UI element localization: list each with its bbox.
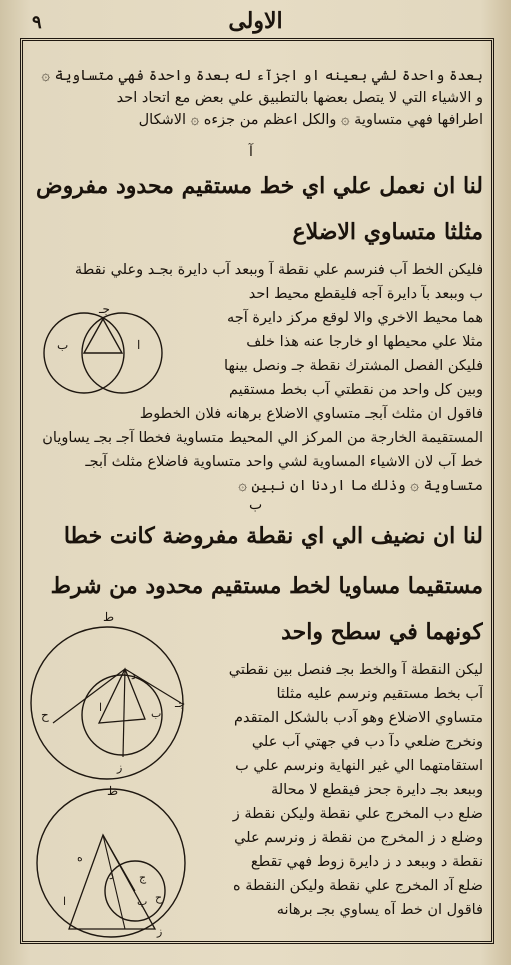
text-line: هما محيط الاخري والا لوقع مركز دايرة آجه — [226, 310, 483, 326]
figure-label: ز — [157, 925, 163, 938]
text-line: بعدة واحدة لشي بعينه او اجزآء له بعدة واحدة فهي متساوية ۞ — [41, 68, 483, 84]
proposition-heading: لنا ان نعمل علي اي خط مستقيم محدود مفروض — [36, 173, 483, 199]
figure-label: ا — [63, 895, 67, 908]
text-line: فاقول ان مثلث آبجـ متساوي الاضلاع برهانه فلان الخطوط — [139, 406, 483, 422]
figure-label: جـ — [175, 697, 186, 710]
proposition-number: ب — [249, 497, 263, 513]
figure-label: ب — [151, 707, 162, 720]
figure-prop2-upper — [27, 607, 195, 791]
figure-label: ط — [103, 610, 115, 624]
proposition-heading: كونهما في سطح واحد — [281, 619, 483, 645]
figure-label: ج — [139, 871, 147, 884]
text-line: استقامتهما الي غير النهاية ونرسم علي ب — [235, 758, 483, 774]
figure-prop2-lower — [27, 781, 195, 943]
figure-label: ط — [107, 784, 119, 798]
figure-label: ز — [117, 761, 123, 774]
text-line: فاقول ان خط آه يساوي بجـ برهانه — [276, 902, 483, 918]
text-line: وببعد بجـ دايرة جحز فيقطع لا محالة — [270, 782, 483, 798]
page-header — [0, 4, 511, 38]
text-line: متساوية ۞ وذلك ما اردنا ان نبين ۞ — [238, 478, 483, 494]
figure-label: د — [109, 869, 114, 882]
text-line: آب بخط مستقيم ونرسم عليه مثلثا — [276, 686, 483, 702]
proposition-heading: مستقيما مساويا لخط مستقيم محدود من شرط — [50, 573, 483, 599]
text-line: ب وببعد بآ دايرة آجه فليقطع محيط احد — [248, 286, 483, 302]
figure-label: جـ — [99, 302, 110, 316]
text-line: نقطة د وببعد د ز دايرة زوط فهي تقطع — [250, 854, 483, 870]
text-line: خط آب لان الاشياء المساوية لشي واحد متساوية فاضلاع مثلث آبجـ — [85, 454, 483, 470]
text-line: ضلع دب المخرج علي نقطة وليكن نقطة ز — [232, 806, 483, 822]
figure-label: ب — [57, 338, 69, 352]
text-frame — [20, 38, 494, 944]
text-line: متساوي الاضلاع وهو آدب بالشكل المتقدم — [233, 710, 483, 726]
text-line: ونخرج ضلعي دآ دب في جهتي آب علي — [251, 734, 483, 750]
page-number: ٩ — [32, 12, 42, 33]
text-line: وبين كل واحد من نقطتي آب بخط مستقيم — [228, 382, 483, 398]
figure-label: ه — [77, 851, 83, 864]
figure-two-circles-triangle — [29, 289, 179, 411]
proposition-number: آ — [249, 144, 253, 160]
figure-label: ا — [137, 338, 141, 352]
figure-label: د — [131, 669, 136, 682]
text-line: اطرافها فهي متساوية ۞ والكل اعظم من جزءه ۞ الاشكال — [138, 112, 483, 128]
text-line: ضلع آد المخرج علي نقطة وليكن النقطة ه — [233, 878, 483, 894]
text-line: مثلا علي محيطها او خارجا عنه هذا خلف — [246, 334, 483, 350]
figure-label: ب — [137, 895, 148, 908]
text-line: المستقيمة الخارجة من المركز الي المحيط متساوية فخطا آجـ بجـ يساويان — [42, 430, 483, 446]
text-line: و الاشياء التي لا يتصل بعضها بالتطبيق علي بعض مع اتحاد احد — [116, 90, 483, 106]
text-line: وضلع د ز المخرج من نقطة ز ونرسم علي — [234, 830, 483, 846]
text-line: ليكن النقطة آ والخط بجـ فنصل بين نقطتي — [228, 662, 483, 678]
figure-label: ح — [155, 891, 163, 904]
figure-label: ا — [99, 701, 103, 714]
running-head: الاولى — [228, 8, 283, 34]
proposition-heading: لنا ان نضيف الي اي نقطة مفروضة كانت خطا — [63, 523, 483, 549]
text-line: فليكن الخط آب فنرسم علي نقطة آ وببعد آب دايرة بجـد وعلي نقطة — [74, 262, 483, 278]
proposition-heading: مثلثا متساوي الاضلاع — [292, 219, 483, 245]
text-line: فليكن الفصل المشترك نقطة جـ ونصل بينها — [224, 358, 483, 374]
figure-label: ح — [41, 708, 49, 722]
